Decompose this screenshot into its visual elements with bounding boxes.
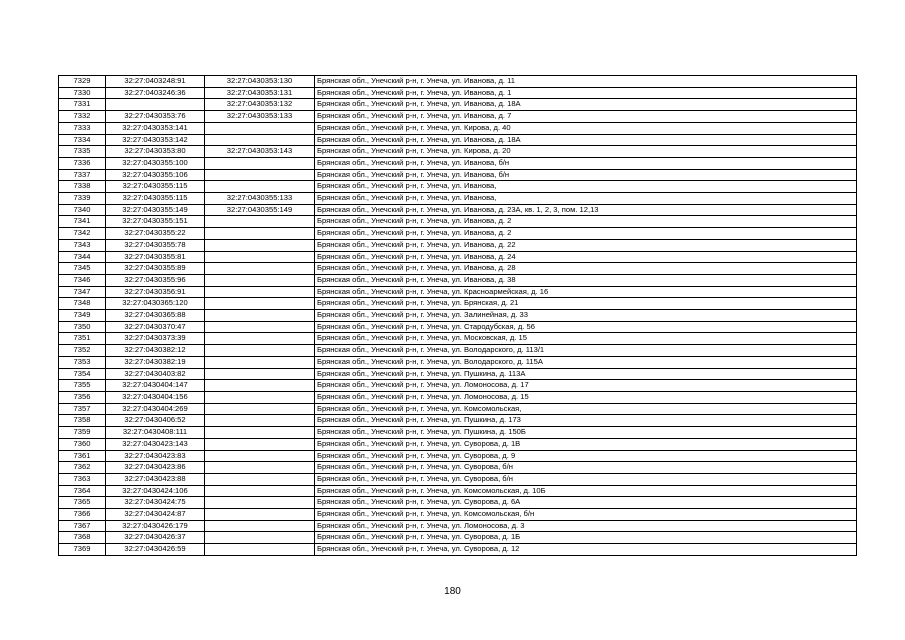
cadastral-number-cell: 32:27:0403246:36 <box>106 87 205 99</box>
table-row <box>59 193 857 205</box>
related-cadastral-number-cell <box>205 122 315 134</box>
table-row <box>59 204 857 216</box>
cadastral-number-cell: 32:27:0430423:143 <box>106 438 205 450</box>
table-row <box>59 473 857 485</box>
row-number-cell: 7342 <box>59 228 106 240</box>
row-number-cell: 7336 <box>59 157 106 169</box>
row-number-cell: 7332 <box>59 111 106 123</box>
cadastral-number-cell: 32:27:0430355:106 <box>106 169 205 181</box>
row-number-cell: 7363 <box>59 473 106 485</box>
table-row <box>59 286 857 298</box>
related-cadastral-number-cell <box>205 427 315 439</box>
table-row <box>59 228 857 240</box>
address-cell: Брянская обл., Унечский р-н, г. Унеча, ул. Ломоносова, д. 15 <box>315 391 857 403</box>
related-cadastral-number-cell <box>205 450 315 462</box>
address-cell: Брянская обл., Унечский р-н, г. Унеча, ул. Московская, д. 15 <box>315 333 857 345</box>
row-number-cell: 7361 <box>59 450 106 462</box>
row-number-cell: 7338 <box>59 181 106 193</box>
address-cell: Брянская обл., Унечский р-н, г. Унеча, ул. Суворова, б/н <box>315 473 857 485</box>
address-cell: Брянская обл., Унечский р-н, г. Унеча, ул. Иванова, д. 18А <box>315 134 857 146</box>
table-row <box>59 450 857 462</box>
address-cell: Брянская обл., Унечский р-н, г. Унеча, ул. Пушкина, д. 150Б <box>315 427 857 439</box>
address-cell: Брянская обл., Унечский р-н, г. Унеча, ул. Иванова, д. 24 <box>315 251 857 263</box>
table-row <box>59 251 857 263</box>
related-cadastral-number-cell: 32:27:0430353:143 <box>205 146 315 158</box>
cadastral-number-cell: 32:27:0430426:179 <box>106 520 205 532</box>
table-row <box>59 122 857 134</box>
table-row <box>59 415 857 427</box>
cadastral-number-cell: 32:27:0430404:269 <box>106 403 205 415</box>
cadastral-number-cell: 32:27:0430406:52 <box>106 415 205 427</box>
row-number-cell: 7367 <box>59 520 106 532</box>
row-number-cell: 7335 <box>59 146 106 158</box>
related-cadastral-number-cell <box>205 239 315 251</box>
row-number-cell: 7369 <box>59 544 106 556</box>
row-number-cell: 7355 <box>59 380 106 392</box>
address-cell: Брянская обл., Унечский р-н, г. Унеча, ул. Иванова, д. 7 <box>315 111 857 123</box>
cadastral-number-cell: 32:27:0430365:120 <box>106 298 205 310</box>
row-number-cell: 7331 <box>59 99 106 111</box>
cadastral-number-cell: 32:27:0430355:115 <box>106 193 205 205</box>
row-number-cell: 7333 <box>59 122 106 134</box>
cadastral-number-cell: 32:27:0430403:82 <box>106 368 205 380</box>
address-cell: Брянская обл., Унечский р-н, г. Унеча, ул. Комсомольская, <box>315 403 857 415</box>
table-row <box>59 497 857 509</box>
cadastral-number-cell <box>106 99 205 111</box>
address-cell: Брянская обл., Унечский р-н, г. Унеча, ул. Иванова, б/н <box>315 169 857 181</box>
row-number-cell: 7364 <box>59 485 106 497</box>
table-row <box>59 345 857 357</box>
row-number-cell: 7334 <box>59 134 106 146</box>
row-number-cell: 7368 <box>59 532 106 544</box>
table-row <box>59 356 857 368</box>
cadastral-number-cell: 32:27:0430424:87 <box>106 509 205 521</box>
related-cadastral-number-cell <box>205 415 315 427</box>
address-cell: Брянская обл., Унечский р-н, г. Унеча, ул. Володарского, д. 113/1 <box>315 345 857 357</box>
related-cadastral-number-cell <box>205 134 315 146</box>
related-cadastral-number-cell <box>205 509 315 521</box>
cadastral-number-cell: 32:27:0430355:22 <box>106 228 205 240</box>
table-row <box>59 462 857 474</box>
table-row <box>59 157 857 169</box>
cadastral-number-cell: 32:27:0430353:141 <box>106 122 205 134</box>
cadastral-number-cell: 32:27:0430355:81 <box>106 251 205 263</box>
address-cell: Брянская обл., Унечский р-н, г. Унеча, ул. Суворова, д. 1Б <box>315 532 857 544</box>
address-cell: Брянская обл., Унечский р-н, г. Унеча, ул. Ломоносова, д. 3 <box>315 520 857 532</box>
row-number-cell: 7347 <box>59 286 106 298</box>
table-row <box>59 263 857 275</box>
table-row <box>59 111 857 123</box>
address-cell: Брянская обл., Унечский р-н, г. Унеча, ул. Суворова, б/н <box>315 462 857 474</box>
table-row <box>59 146 857 158</box>
address-cell: Брянская обл., Унечский р-н, г. Унеча, ул. Иванова, д. 22 <box>315 239 857 251</box>
related-cadastral-number-cell <box>205 169 315 181</box>
address-cell: Брянская обл., Унечский р-н, г. Унеча, ул. Красноармейская, д. 16 <box>315 286 857 298</box>
related-cadastral-number-cell <box>205 544 315 556</box>
related-cadastral-number-cell <box>205 380 315 392</box>
row-number-cell: 7358 <box>59 415 106 427</box>
address-cell: Брянская обл., Унечский р-н, г. Унеча, ул. Иванова, б/н <box>315 157 857 169</box>
related-cadastral-number-cell: 32:27:0430355:133 <box>205 193 315 205</box>
cadastral-table-body <box>59 76 857 556</box>
address-cell: Брянская обл., Унечский р-н, г. Унеча, ул. Комсомольская, д. 10Б <box>315 485 857 497</box>
related-cadastral-number-cell <box>205 263 315 275</box>
cadastral-number-cell: 32:27:0430365:88 <box>106 310 205 322</box>
page-number: 180 <box>444 586 461 597</box>
related-cadastral-number-cell <box>205 497 315 509</box>
row-number-cell: 7362 <box>59 462 106 474</box>
cadastral-number-cell: 32:27:0430353:142 <box>106 134 205 146</box>
table-row <box>59 380 857 392</box>
cadastral-number-cell: 32:27:0403248:91 <box>106 76 205 88</box>
address-cell: Брянская обл., Унечский р-н, г. Унеча, ул. Суворова, д. 12 <box>315 544 857 556</box>
table-row <box>59 544 857 556</box>
row-number-cell: 7350 <box>59 321 106 333</box>
cadastral-number-cell: 32:27:0430382:12 <box>106 345 205 357</box>
related-cadastral-number-cell <box>205 157 315 169</box>
related-cadastral-number-cell <box>205 286 315 298</box>
related-cadastral-number-cell <box>205 438 315 450</box>
table-row <box>59 321 857 333</box>
table-row <box>59 403 857 415</box>
address-cell: Брянская обл., Унечский р-н, г. Унеча, ул. Иванова, д. 1 <box>315 87 857 99</box>
related-cadastral-number-cell <box>205 403 315 415</box>
address-cell: Брянская обл., Унечский р-н, г. Унеча, ул. Брянская, д. 21 <box>315 298 857 310</box>
related-cadastral-number-cell <box>205 333 315 345</box>
row-number-cell: 7330 <box>59 87 106 99</box>
cadastral-number-cell: 32:27:0430426:37 <box>106 532 205 544</box>
row-number-cell: 7349 <box>59 310 106 322</box>
cadastral-number-cell: 32:27:0430404:156 <box>106 391 205 403</box>
related-cadastral-number-cell: 32:27:0430353:130 <box>205 76 315 88</box>
address-cell: Брянская обл., Унечский р-н, г. Унеча, ул. Кирова, д. 20 <box>315 146 857 158</box>
row-number-cell: 7344 <box>59 251 106 263</box>
cadastral-number-cell: 32:27:0430382:19 <box>106 356 205 368</box>
address-cell: Брянская обл., Унечский р-н, г. Унеча, ул. Кирова, д. 40 <box>315 122 857 134</box>
address-cell: Брянская обл., Унечский р-н, г. Унеча, ул. Комсомольская, б/н <box>315 509 857 521</box>
address-cell: Брянская обл., Унечский р-н, г. Унеча, ул. Иванова, д. 23А, кв. 1, 2, 3, пом. 12,13 <box>315 204 857 216</box>
address-cell: Брянская обл., Унечский р-н, г. Унеча, ул. Суворова, д. 9 <box>315 450 857 462</box>
related-cadastral-number-cell <box>205 321 315 333</box>
cadastral-number-cell: 32:27:0430353:76 <box>106 111 205 123</box>
row-number-cell: 7352 <box>59 345 106 357</box>
address-cell: Брянская обл., Унечский р-н, г. Унеча, ул. Иванова, д. 38 <box>315 274 857 286</box>
related-cadastral-number-cell <box>205 298 315 310</box>
related-cadastral-number-cell <box>205 251 315 263</box>
address-cell: Брянская обл., Унечский р-н, г. Унеча, ул. Иванова, <box>315 181 857 193</box>
address-cell: Брянская обл., Унечский р-н, г. Унеча, ул. Пушкина, д. 113А <box>315 368 857 380</box>
cadastral-number-cell: 32:27:0430426:59 <box>106 544 205 556</box>
table-row <box>59 368 857 380</box>
cadastral-number-cell: 32:27:0430353:80 <box>106 146 205 158</box>
table-row <box>59 532 857 544</box>
address-cell: Брянская обл., Унечский р-н, г. Унеча, ул. Суворова, д. 6А <box>315 497 857 509</box>
table-row <box>59 99 857 111</box>
related-cadastral-number-cell <box>205 181 315 193</box>
row-number-cell: 7359 <box>59 427 106 439</box>
related-cadastral-number-cell: 32:27:0430353:132 <box>205 99 315 111</box>
address-cell: Брянская обл., Унечский р-н, г. Унеча, ул. Иванова, д. 18А <box>315 99 857 111</box>
row-number-cell: 7354 <box>59 368 106 380</box>
cadastral-number-cell: 32:27:0430373:39 <box>106 333 205 345</box>
address-cell: Брянская обл., Унечский р-н, г. Унеча, ул. Пушкина, д. 173 <box>315 415 857 427</box>
cadastral-number-cell: 32:27:0430424:75 <box>106 497 205 509</box>
row-number-cell: 7337 <box>59 169 106 181</box>
row-number-cell: 7365 <box>59 497 106 509</box>
row-number-cell: 7360 <box>59 438 106 450</box>
related-cadastral-number-cell <box>205 216 315 228</box>
cadastral-number-cell: 32:27:0430355:89 <box>106 263 205 275</box>
related-cadastral-number-cell <box>205 356 315 368</box>
related-cadastral-number-cell <box>205 228 315 240</box>
address-cell: Брянская обл., Унечский р-н, г. Унеча, ул. Суворова, д. 1В <box>315 438 857 450</box>
cadastral-number-cell: 32:27:0430424:106 <box>106 485 205 497</box>
table-row <box>59 438 857 450</box>
cadastral-number-cell: 32:27:0430370:47 <box>106 321 205 333</box>
related-cadastral-number-cell: 32:27:0430355:149 <box>205 204 315 216</box>
row-number-cell: 7345 <box>59 263 106 275</box>
cadastral-number-cell: 32:27:0430355:151 <box>106 216 205 228</box>
related-cadastral-number-cell <box>205 462 315 474</box>
related-cadastral-number-cell: 32:27:0430353:133 <box>205 111 315 123</box>
row-number-cell: 7348 <box>59 298 106 310</box>
cadastral-number-cell: 32:27:0430408:111 <box>106 427 205 439</box>
table-row <box>59 509 857 521</box>
related-cadastral-number-cell <box>205 345 315 357</box>
row-number-cell: 7357 <box>59 403 106 415</box>
cadastral-number-cell: 32:27:0430423:88 <box>106 473 205 485</box>
cadastral-number-cell: 32:27:0430404:147 <box>106 380 205 392</box>
table-row <box>59 310 857 322</box>
cadastral-number-cell: 32:27:0430355:115 <box>106 181 205 193</box>
cadastral-table <box>58 75 857 556</box>
table-row <box>59 76 857 88</box>
table-row <box>59 391 857 403</box>
row-number-cell: 7353 <box>59 356 106 368</box>
cadastral-number-cell: 32:27:0430423:83 <box>106 450 205 462</box>
related-cadastral-number-cell <box>205 485 315 497</box>
related-cadastral-number-cell <box>205 368 315 380</box>
table-row <box>59 427 857 439</box>
table-row <box>59 169 857 181</box>
address-cell: Брянская обл., Унечский р-н, г. Унеча, ул. Ломоносова, д. 17 <box>315 380 857 392</box>
address-cell: Брянская обл., Унечский р-н, г. Унеча, ул. Иванова, д. 11 <box>315 76 857 88</box>
row-number-cell: 7346 <box>59 274 106 286</box>
address-cell: Брянская обл., Унечский р-н, г. Унеча, ул. Залинейная, д. 33 <box>315 310 857 322</box>
table-row <box>59 87 857 99</box>
row-number-cell: 7366 <box>59 509 106 521</box>
address-cell: Брянская обл., Унечский р-н, г. Унеча, ул. Иванова, д. 2 <box>315 216 857 228</box>
related-cadastral-number-cell: 32:27:0430353:131 <box>205 87 315 99</box>
table-row <box>59 485 857 497</box>
address-cell: Брянская обл., Унечский р-н, г. Унеча, ул. Иванова, д. 28 <box>315 263 857 275</box>
related-cadastral-number-cell <box>205 391 315 403</box>
row-number-cell: 7339 <box>59 193 106 205</box>
table-row <box>59 216 857 228</box>
row-number-cell: 7343 <box>59 239 106 251</box>
related-cadastral-number-cell <box>205 473 315 485</box>
table-row <box>59 298 857 310</box>
related-cadastral-number-cell <box>205 532 315 544</box>
table-row <box>59 239 857 251</box>
table-row <box>59 520 857 532</box>
address-cell: Брянская обл., Унечский р-н, г. Унеча, ул. Иванова, д. 2 <box>315 228 857 240</box>
cadastral-number-cell: 32:27:0430355:100 <box>106 157 205 169</box>
row-number-cell: 7351 <box>59 333 106 345</box>
cadastral-number-cell: 32:27:0430423:86 <box>106 462 205 474</box>
cadastral-number-cell: 32:27:0430355:78 <box>106 239 205 251</box>
table-row <box>59 274 857 286</box>
address-cell: Брянская обл., Унечский р-н, г. Унеча, ул. Володарского, д. 115А <box>315 356 857 368</box>
address-cell: Брянская обл., Унечский р-н, г. Унеча, ул. Стародубская, д. 56 <box>315 321 857 333</box>
row-number-cell: 7356 <box>59 391 106 403</box>
related-cadastral-number-cell <box>205 520 315 532</box>
table-row <box>59 333 857 345</box>
table-row <box>59 134 857 146</box>
cadastral-number-cell: 32:27:0430355:149 <box>106 204 205 216</box>
address-cell: Брянская обл., Унечский р-н, г. Унеча, ул. Иванова, <box>315 193 857 205</box>
row-number-cell: 7340 <box>59 204 106 216</box>
row-number-cell: 7329 <box>59 76 106 88</box>
cadastral-number-cell: 32:27:0430356:91 <box>106 286 205 298</box>
row-number-cell: 7341 <box>59 216 106 228</box>
related-cadastral-number-cell <box>205 310 315 322</box>
table-row <box>59 181 857 193</box>
related-cadastral-number-cell <box>205 274 315 286</box>
cadastral-number-cell: 32:27:0430355:96 <box>106 274 205 286</box>
